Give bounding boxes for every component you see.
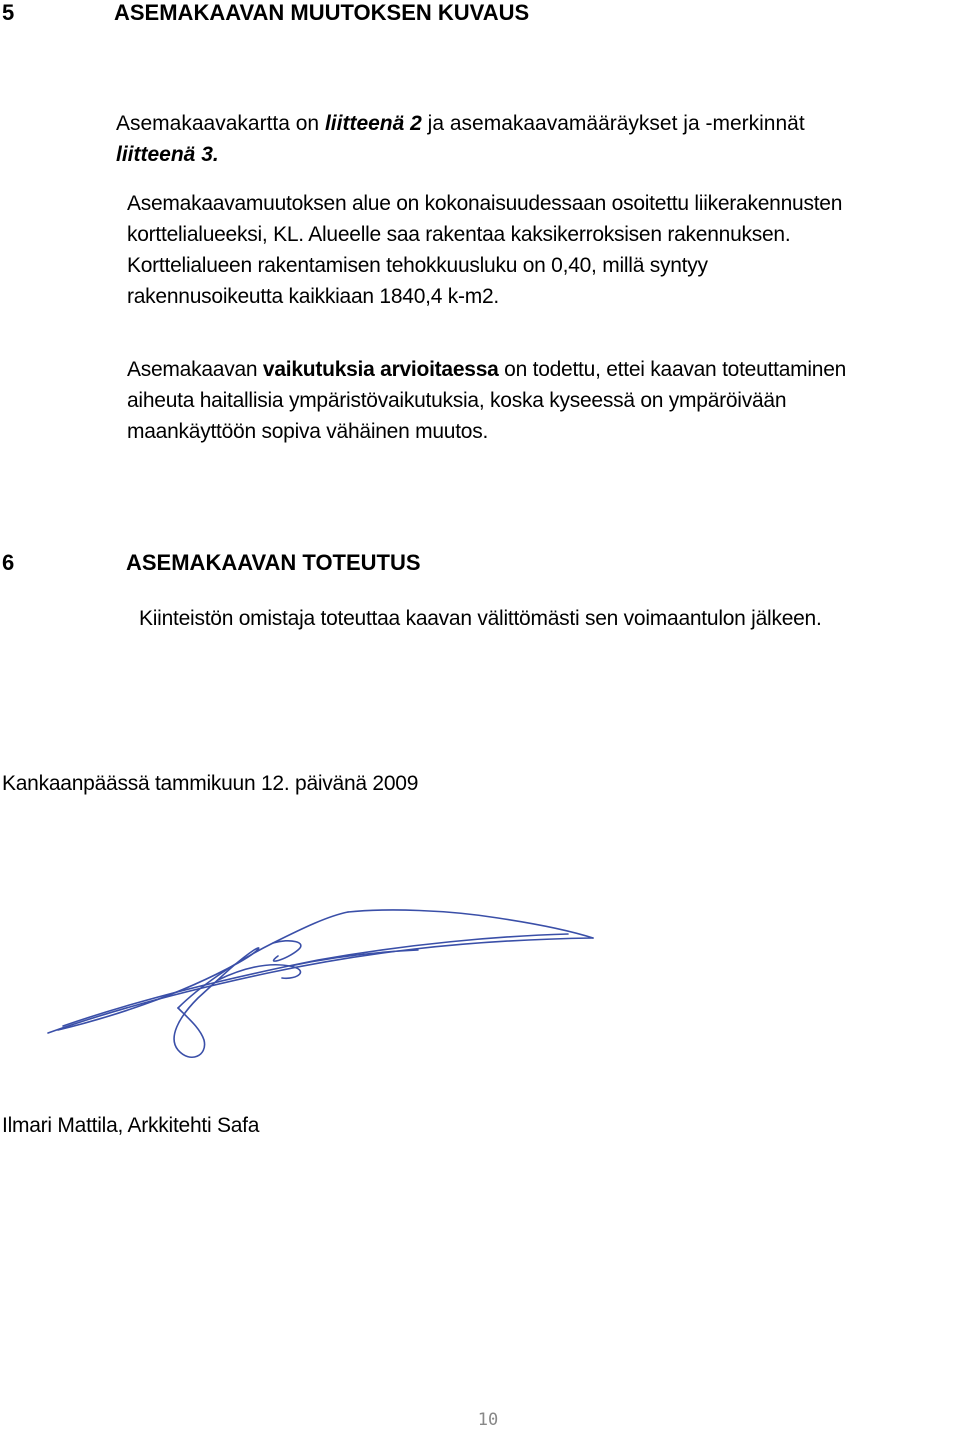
emphasized-text: vaikutuksia arvioitaessa bbox=[262, 358, 499, 381]
paragraph-line: aiheuta haitallisia ympäristövaikutuksia, koska kyseessä on ympäröivään bbox=[127, 389, 787, 412]
paragraph-line: korttelialueeksi, KL. Alueelle saa rakentaa kaksikerroksisen rakennuksen. bbox=[127, 223, 791, 246]
paragraph-impact-assessment bbox=[127, 354, 846, 447]
section-5-title: ASEMAKAAVAN MUUTOKSEN KUVAUS bbox=[114, 0, 530, 25]
place-and-date: Kankaanpäässä tammikuun 12. päivänä 2009 bbox=[2, 772, 419, 795]
paragraph-line: Korttelialueen rakentamisen tehokkuusluku on 0,40, millä syntyy bbox=[127, 254, 708, 277]
paragraph-line: maankäyttöön sopiva vähäinen muutos. bbox=[127, 420, 489, 443]
section-6-number: 6 bbox=[2, 550, 15, 575]
signatory-name: Ilmari Mattila, Arkkitehti Safa bbox=[2, 1114, 260, 1137]
text-segment: Asemakaavakartta on bbox=[116, 112, 325, 135]
paragraph-line: rakennusoikeutta kaikkiaan 1840,4 k-m2. bbox=[127, 285, 499, 308]
attachment-2-reference: liitteenä 2 bbox=[324, 112, 422, 135]
paragraph-area-description bbox=[127, 188, 842, 312]
paragraph-attachments-line-1 bbox=[116, 108, 805, 139]
section-6-title: ASEMAKAAVAN TOTEUTUS bbox=[126, 550, 421, 575]
paragraph-attachments bbox=[116, 108, 805, 170]
page-number: 10 bbox=[477, 1410, 499, 1430]
attachment-3-reference: liitteenä 3. bbox=[116, 143, 219, 166]
paragraph-line bbox=[127, 354, 846, 385]
implementation-text: Kiinteistön omistaja toteuttaa kaavan välittömästi sen voimaantulon jälkeen. bbox=[139, 607, 822, 630]
text-segment: ja asemakaavamääräykset ja -merkinnät bbox=[421, 112, 805, 135]
handwritten-signature bbox=[28, 868, 618, 1083]
text-segment: Asemakaavan bbox=[127, 358, 263, 381]
text-segment: on todettu, ettei kaavan toteuttaminen bbox=[498, 358, 847, 381]
section-5-number: 5 bbox=[2, 0, 15, 25]
paragraph-line: Asemakaavamuutoksen alue on kokonaisuudessaan osoitettu liikerakennusten bbox=[127, 192, 843, 215]
